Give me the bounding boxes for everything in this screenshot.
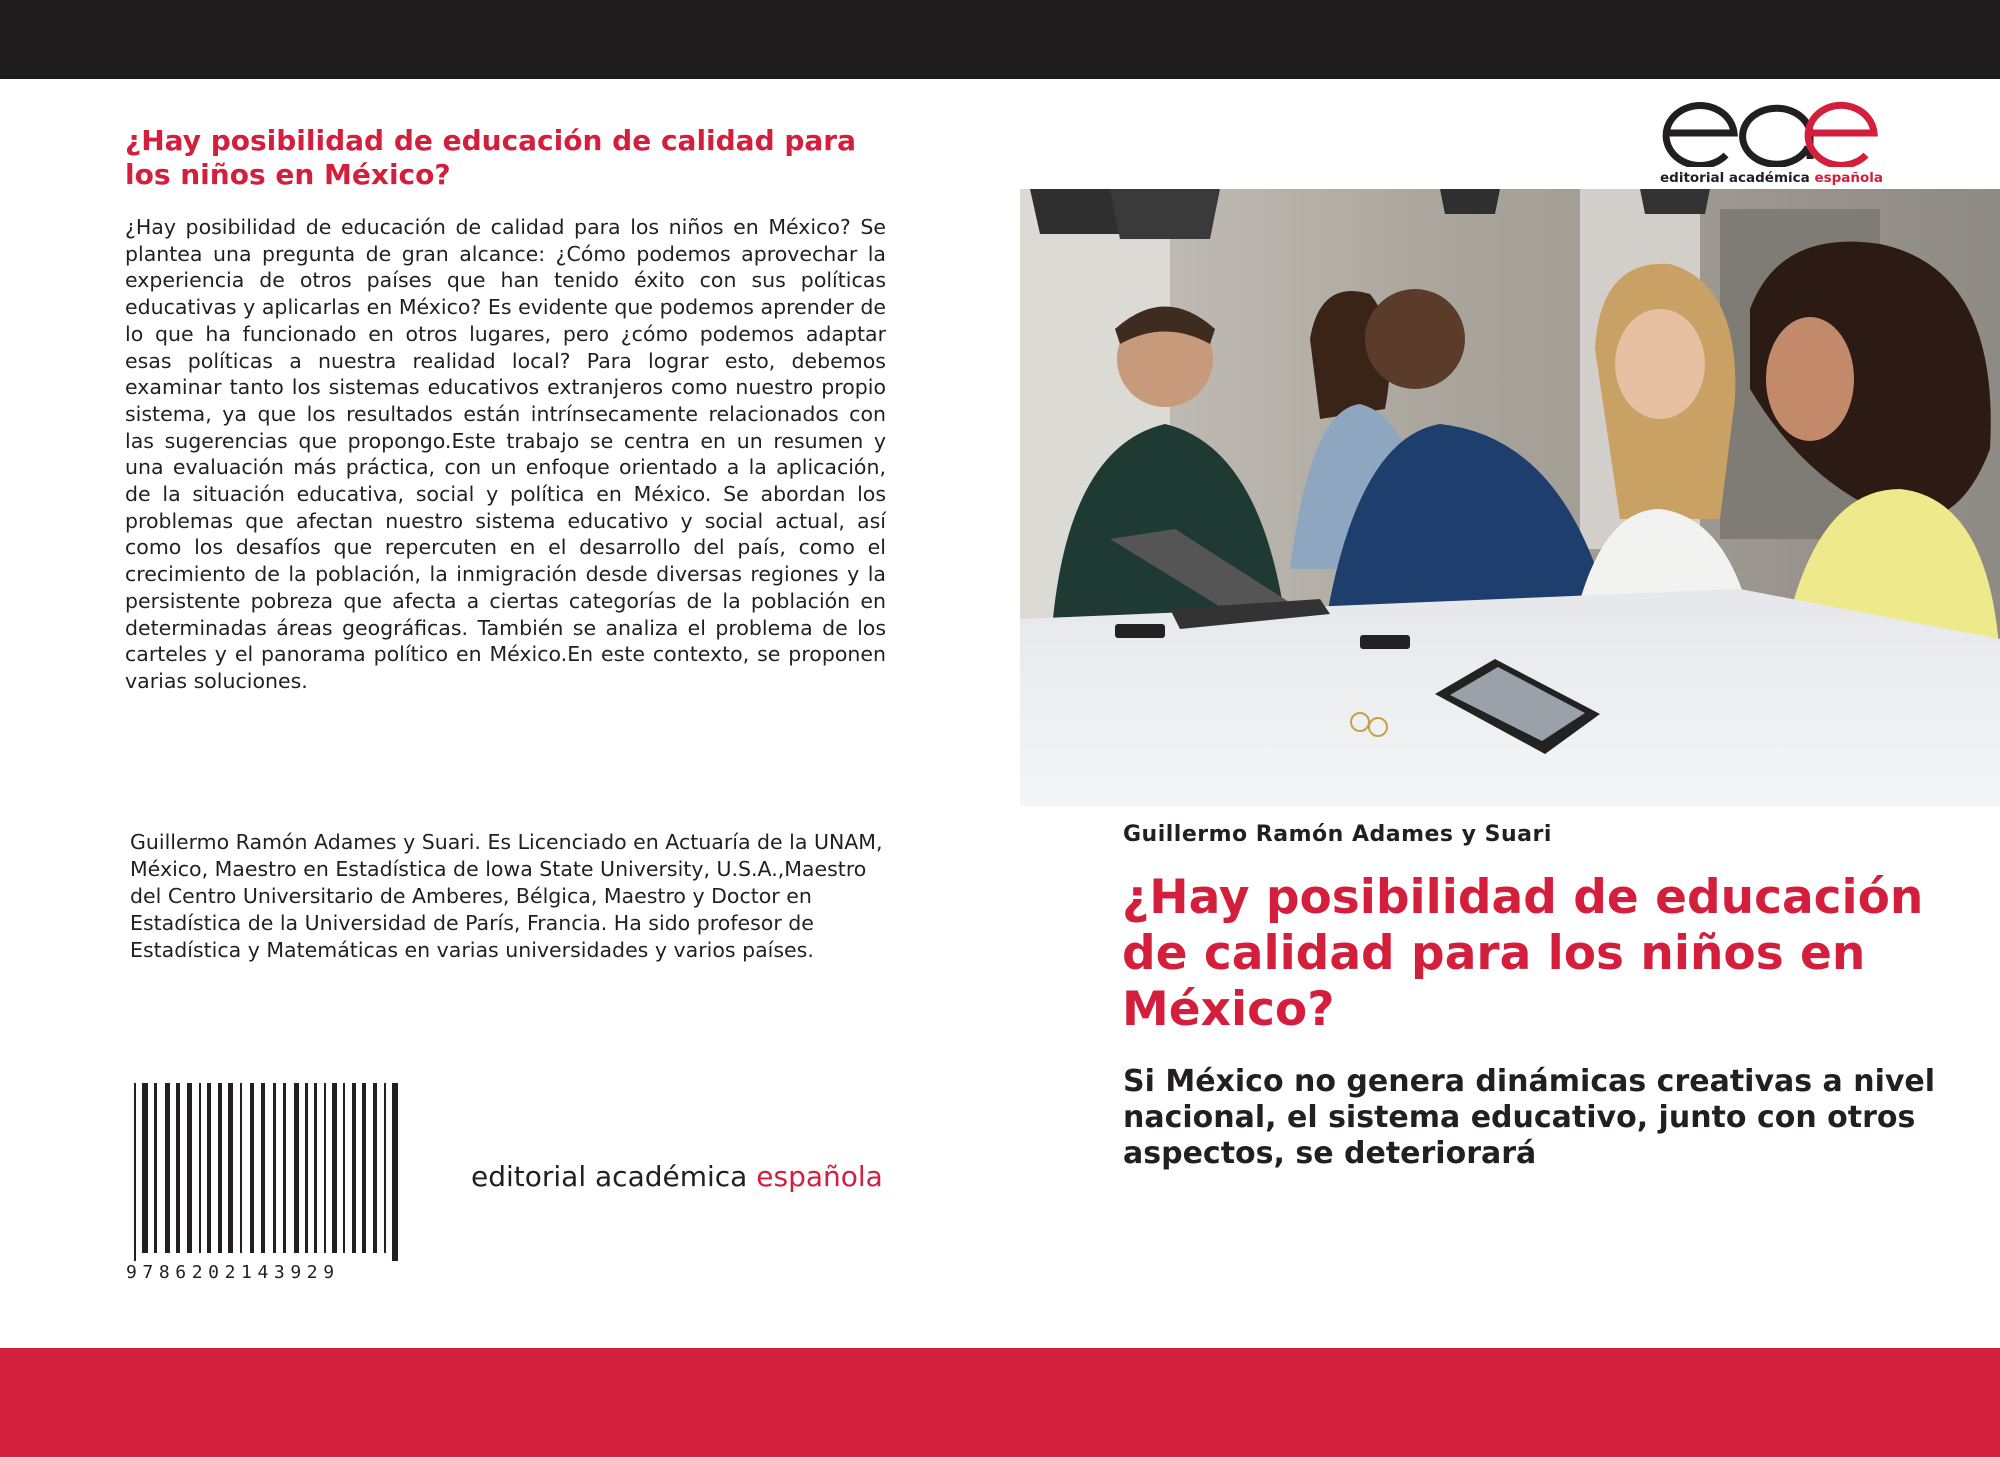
back-cover-title: ¿Hay posibilidad de educación de calidad para los niños en México? bbox=[125, 124, 857, 191]
publisher-wordmark bbox=[471, 1160, 883, 1193]
barcode-bar bbox=[250, 1083, 254, 1253]
barcode-bar bbox=[352, 1083, 356, 1253]
publisher-name-accent: española bbox=[756, 1160, 883, 1193]
eae-logo-mark bbox=[1660, 95, 1882, 167]
logo-caption-accent: española bbox=[1814, 170, 1884, 186]
barcode-bar bbox=[314, 1083, 317, 1253]
students-around-table-photo bbox=[1020, 189, 2000, 806]
logo-caption-main: editorial académica bbox=[1660, 170, 1810, 186]
eae-logo-icon bbox=[1660, 95, 1882, 190]
author-bio: Guillermo Ramón Adames y Suari. Es Licenciado en Actuaría de la UNAM, México, Maestro en Estadística de lowa State University, U.S.A.,Maestro del Centro Universitario de Amberes, Bélgica, Maestro y Doctor en Estadística de la Universidad de París, Francia. Ha sido profesor de Estadística y Matemáticas en varias universidades y varios países. bbox=[130, 830, 883, 962]
barcode-bar bbox=[207, 1083, 211, 1253]
barcode-bar bbox=[343, 1083, 345, 1253]
author-name: Guillermo Ramón Adames y Suari bbox=[1123, 822, 1552, 847]
barcode-bar bbox=[384, 1083, 386, 1253]
barcode-bar bbox=[373, 1083, 377, 1253]
barcode-bar bbox=[187, 1083, 192, 1253]
barcode-bar bbox=[240, 1083, 242, 1253]
barcode-bar bbox=[283, 1083, 286, 1253]
front-cover-subtitle: Si México no genera dinámicas creativas a nivel nacional, el sistema educativo, junto con otros aspectos, se deteriorará bbox=[1123, 1064, 1936, 1171]
barcode-bar bbox=[134, 1083, 136, 1261]
publisher-name: editorial académica bbox=[471, 1160, 748, 1193]
barcode-bar bbox=[154, 1083, 157, 1253]
barcode-bar bbox=[218, 1083, 222, 1253]
barcode-bar bbox=[294, 1083, 299, 1253]
logo-caption bbox=[1660, 170, 1882, 186]
isbn-digits: 9786202143929 bbox=[126, 1262, 340, 1283]
top-band bbox=[0, 0, 2000, 79]
barcode-bar bbox=[261, 1083, 265, 1253]
barcode-bar bbox=[142, 1083, 148, 1253]
barcode-bar bbox=[228, 1083, 233, 1253]
barcode-bar bbox=[362, 1083, 366, 1253]
isbn-barcode bbox=[126, 1083, 456, 1288]
barcode-bar bbox=[305, 1083, 308, 1253]
barcode-bar bbox=[392, 1083, 398, 1261]
front-cover-title: ¿Hay posibilidad de educación de calidad para los niños en México? bbox=[1122, 870, 1924, 1037]
barcode-bar bbox=[165, 1083, 170, 1253]
barcode-bar bbox=[324, 1083, 326, 1253]
barcode-bar bbox=[273, 1083, 276, 1253]
back-cover-blurb: ¿Hay posibilidad de educación de calidad para los niños en México? Se plantea una pregunta de gran alcance: ¿Cómo podemos aprovechar la experiencia de otros países que han tenido éxito con sus políticas educativas y aplicarlas en México? Es evidente que podemos aprender de lo que ha funcionado en otros lugares, pero ¿cómo podemos adaptar esas políticas a nuestra realidad local? Para lograr esto, debemos examinar tanto los sistemas educativos extranjeros como nuestro propio sistema, ya que los resultados están intrínsecamente relacionados con las sugerencias que propongo.Este trabajo se centra en un resumen y una evaluación más práctica, con un enfoque orientado a la aplicación, de la situación educativa, social y política en México. Se abordan los problemas que afectan nuestro sistema educativo y social actual, así como los desafíos que repercuten en el desarrollo del país, como el crecimiento de la población, la inmigración desde diversas regiones y la persistente pobreza que afecta a ciertas categorías de la población en determinadas áreas geográficas. También se analiza el problema de los carteles y el panorama político en México.En este contexto, se proponen varias soluciones. bbox=[125, 215, 886, 693]
barcode-bar bbox=[176, 1083, 180, 1253]
barcode-bars bbox=[126, 1083, 456, 1261]
barcode-bar bbox=[332, 1083, 337, 1253]
barcode-bar bbox=[199, 1083, 201, 1253]
bottom-band bbox=[0, 1348, 2000, 1457]
